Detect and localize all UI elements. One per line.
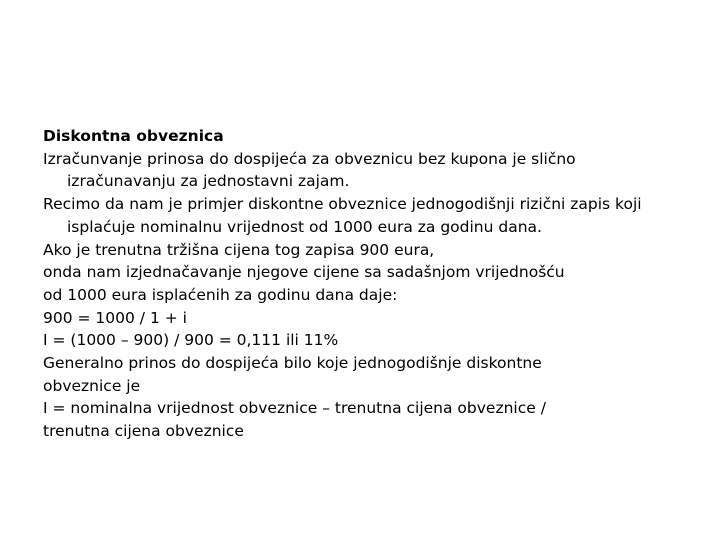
formula-general-yield: I = nominalna vrijednost obveznice – trenutna cijena obveznice / bbox=[43, 399, 546, 418]
heading-discount-bond: Diskontna obveznica bbox=[43, 127, 224, 145]
paragraph-yield-intro-line-2: izračunavanju za jednostavni zajam. bbox=[67, 172, 350, 191]
slide-body bbox=[43, 125, 693, 443]
paragraph-general-yield-cont: obveznice je bbox=[43, 376, 141, 395]
paragraph-yield-intro-line-1: Izračunvanje prinosa do dospijeća za obveznicu bez kupona je slično bbox=[43, 149, 576, 168]
paragraph-equation-intro-cont: od 1000 eura isplaćenih za godinu dana daje: bbox=[43, 285, 398, 304]
paragraph-example-line-2: isplaćuje nominalnu vrijednost od 1000 eura za godinu dana. bbox=[67, 217, 542, 236]
equation-yield: I = (1000 – 900) / 900 = 0,111 ili 11% bbox=[43, 331, 339, 350]
formula-general-yield-cont: trenutna cijena obveznice bbox=[43, 422, 244, 441]
paragraph-yield-intro bbox=[43, 148, 693, 193]
equation-price: 900 = 1000 / 1 + i bbox=[43, 308, 187, 327]
paragraph-equation-intro: onda nam izjednačavanje njegove cijene sa sadašnjom vrijednošću bbox=[43, 263, 565, 282]
paragraph-example bbox=[43, 193, 693, 238]
paragraph-example-line-1: Recimo da nam je primjer diskontne obveznice jednogodišnji rizični zapis koji bbox=[43, 195, 642, 214]
paragraph-market-price: Ako je trenutna tržišna cijena tog zapisa 900 eura, bbox=[43, 240, 435, 259]
paragraph-general-yield: Generalno prinos do dospijeća bilo koje jednogodišnje diskontne bbox=[43, 354, 542, 373]
